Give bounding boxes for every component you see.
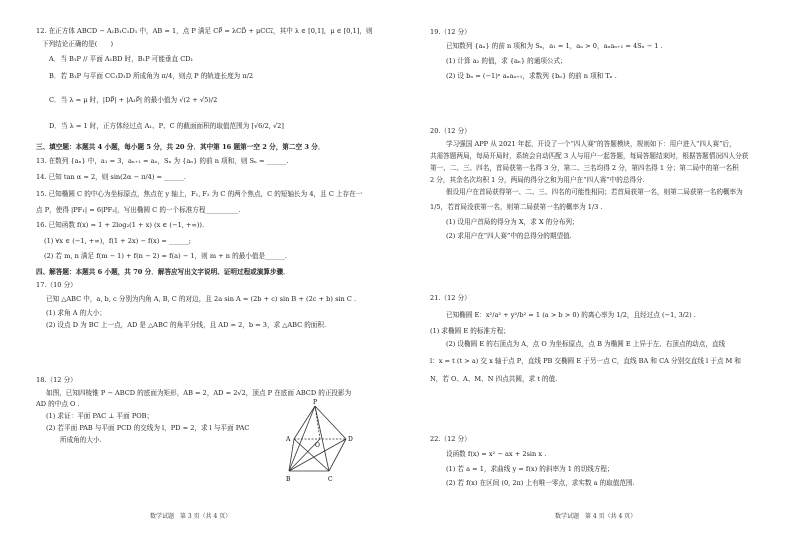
- q21-line3: (2) 设椭圆 E 的右顶点为 A，点 O 为坐标原点，点 B 为椭圆 E 上异于左、右顶点的动点，直线: [446, 340, 726, 348]
- label-p: P: [313, 399, 318, 406]
- q21-line4: l：x = t (t > a) 交 x 轴于点 P，直线 PB 交椭圆 E 于另一点 C，直线 BA 和 CA 分别交直线 l 于点 M 和: [430, 357, 741, 365]
- q13: 13. 在数列 {aₙ} 中，a₁ = 3，aₙ₊₁ = aₙ，Sₙ 为 {aₙ} 的前 n 项和，则 Sₙ = ______.: [36, 157, 289, 165]
- q12-stem-line2: 下列结论正确的是( ): [42, 40, 114, 48]
- q20-line8: (2) 求用户在“四人赛”中的总得分的期望值.: [446, 232, 572, 240]
- q18-heading: 18.（12 分）: [36, 376, 77, 384]
- q20-heading: 20.（12 分）: [430, 127, 471, 135]
- q12-option-a: A．当 B₁P // 平面 A₁BD 时，B₁P 可能垂直 CD₁: [49, 55, 194, 63]
- q20-line3: 第一、二、三、四名，首局获第一名得 3 分，第二、三名均得 2 分，第四名得 1 分；第二局中的第一名积: [430, 164, 739, 172]
- label-b: B: [286, 476, 291, 483]
- q19-line2: (1) 计算 a₂ 的值，求 {aₙ} 的通项公式；: [446, 57, 567, 65]
- q16-line1: 16. 已知函数 f(x) = 1 + 2log₂(1 + x) (x ∈ (−1, +∞)).: [36, 221, 205, 229]
- q16-line3: (2) 若 m, n 满足 f(m − 1) + f(n − 2) = f(a) − 1，则 m + n 的最小值是______.: [44, 252, 287, 260]
- pyramid-figure: [282, 398, 360, 486]
- label-a: A: [286, 436, 291, 443]
- label-c: C: [328, 476, 333, 483]
- q12-option-b: B．若 B₁P 与平面 CC₁D₁D 所成角为 π/4，则点 P 的轨迹长度为 π/2: [49, 72, 254, 80]
- section-4-heading: 四、解答题：本题共 6 小题，共 70 分．解答应写出文字说明、证明过程或演算步骤．: [36, 268, 290, 276]
- section-3-heading: 三、填空题：本题共 4 小题，每小题 5 分，共 20 分．其中第 16 题第一空 2 分，第二空 3 分．: [36, 143, 325, 151]
- q21-line5: N，若 O、A、M、N 四点共圆，求 t 的值.: [430, 375, 558, 383]
- q20-line4: 2 分，其余名次均积 1 分，两局的得分之和为用户在“四人赛”中的总得分.: [430, 176, 645, 184]
- q20-line2: 共需答题两局，每局开局时，系统会自动匹配 3 人与用户一起答题，每局答题结束时，根据答题情况四人分获: [430, 152, 749, 160]
- label-o: O: [315, 442, 320, 449]
- q22-line2: (1) 若 a = 1，求曲线 y = f(x) 的斜率为 1 的切线方程；: [446, 465, 614, 473]
- q14: 14. 已知 tan α = 2，则 sin(2α − π/4) = ______.: [36, 173, 187, 181]
- q16-line2: (1) ∀x ∈ (−1, +∞)，f(1 + 2x) − f(x) = ______;: [44, 237, 192, 245]
- q20-line5: 假设用户在首局获得第一、二、三、四名的可能性相同；若首局获第一名，则第二局获第一名的概率为: [446, 188, 743, 196]
- q19-heading: 19.（12 分）: [430, 28, 471, 36]
- q12-stem-line1: 12. 在正方体 ABCD − A₁B₁C₁D₁ 中，AB = 1，点 P 满足 CP⃗ = λCD⃗ + μCC₁⃗，其中 λ ∈ [0,1]，μ ∈ [0,1]，则: [36, 27, 373, 35]
- q20-line7: (1) 设用户首局的得分为 X，求 X 的分布列；: [446, 218, 579, 226]
- right-page: [397, 0, 794, 539]
- footer-page-3: 数学试题 第 3 页（共 4 页）: [150, 513, 232, 520]
- q22-line1: 设函数 f(x) = x² − ax + 2sin x .: [446, 450, 547, 458]
- q19-line3: (2) 设 bₙ = (−1)ⁿ aₙaₙ₊₁，求数列 {bₙ} 的前 n 项和 Tₙ .: [446, 72, 617, 80]
- q20-line1: 学习强国 APP 从 2021 年起，开设了一个“四人赛”的答题模块，规则如下：用户进入“四人赛”后，: [446, 140, 736, 148]
- q17-line1: 已知 △ABC 中，a, b, c 分别为内角 A, B, C 的对边，且 2a sin A = (2b + c) sin B + (2c + b) sin C .: [46, 295, 357, 303]
- q21-line2: (1) 求椭圆 E 的标准方程；: [430, 327, 510, 335]
- q17-line2: (1) 求角 A 的大小；: [46, 309, 106, 317]
- q18-line3: (1) 求证：平面 PAC ⊥ 平面 POB；: [46, 412, 154, 420]
- q15-line1: 15. 已知椭圆 C 的中心为坐标原点，焦点在 y 轴上，F₁, F₂ 为 C 的两个焦点，C 的短轴长为 4，且 C 上存在一: [36, 190, 363, 198]
- q22-heading: 22.（12 分）: [430, 435, 471, 443]
- q21-line1: 已知椭圆 E：x²/a² + y²/b² = 1 (a > b > 0) 的离心率为 1/2，且经过点 (−1, 3/2) .: [446, 311, 696, 319]
- q22-line3: (2) 若 f(x) 在区间 (0, 2π) 上有唯一零点，求实数 a 的取值范围.: [446, 479, 635, 487]
- q12-option-d: D．当 λ = 1 时，正方体经过点 A₁、P、C 的截面面积的取值范围为 [√6/2, √2]: [49, 122, 284, 130]
- q17-heading: 17.（10 分）: [36, 281, 77, 289]
- q17-line3: (2) 设点 D 为 BC 上一点，AD 是 △ABC 的角平分线，且 AD = 2，b = 3，求 △ABC 的面积.: [46, 321, 327, 329]
- q12-option-c: C．当 λ = μ 时，|DP⃗| + |A₁P⃗| 的最小值为 √(2 + √5)/2: [49, 96, 218, 104]
- q18-line2: AD 的中点 O .: [36, 400, 80, 408]
- q18-line4: (2) 若平面 PAB 与平面 PCD 的交线为 l，PD = 2，求 l 与平面 PAC: [46, 424, 250, 432]
- label-d: D: [348, 436, 353, 443]
- q18-line1: 如图，已知四棱锥 P − ABCD 的底面为矩形，AB = 2，AD = 2√2，顶点 P 在底面 ABCD 的正投影为: [46, 389, 352, 397]
- q20-line6: 1/5，若首局没获第一名，则第二局获第一名的概率为 1/3 .: [430, 203, 603, 211]
- q19-line1: 已知数列 {aₙ} 的前 n 项和为 Sₙ，a₁ = 1，aₙ > 0，aₙaₙ₊₁ = 4Sₙ − 1 .: [446, 42, 663, 50]
- q18-line5: 所成角的大小.: [60, 436, 102, 444]
- q21-heading: 21.（12 分）: [430, 294, 471, 302]
- q15-line2: 点 P，使得 |PF₁| = 6|PF₂|，写出椭圆 C 的一个标准方程__________.: [36, 206, 241, 214]
- footer-page-4: 数学试题 第 4 页（共 4 页）: [555, 513, 637, 520]
